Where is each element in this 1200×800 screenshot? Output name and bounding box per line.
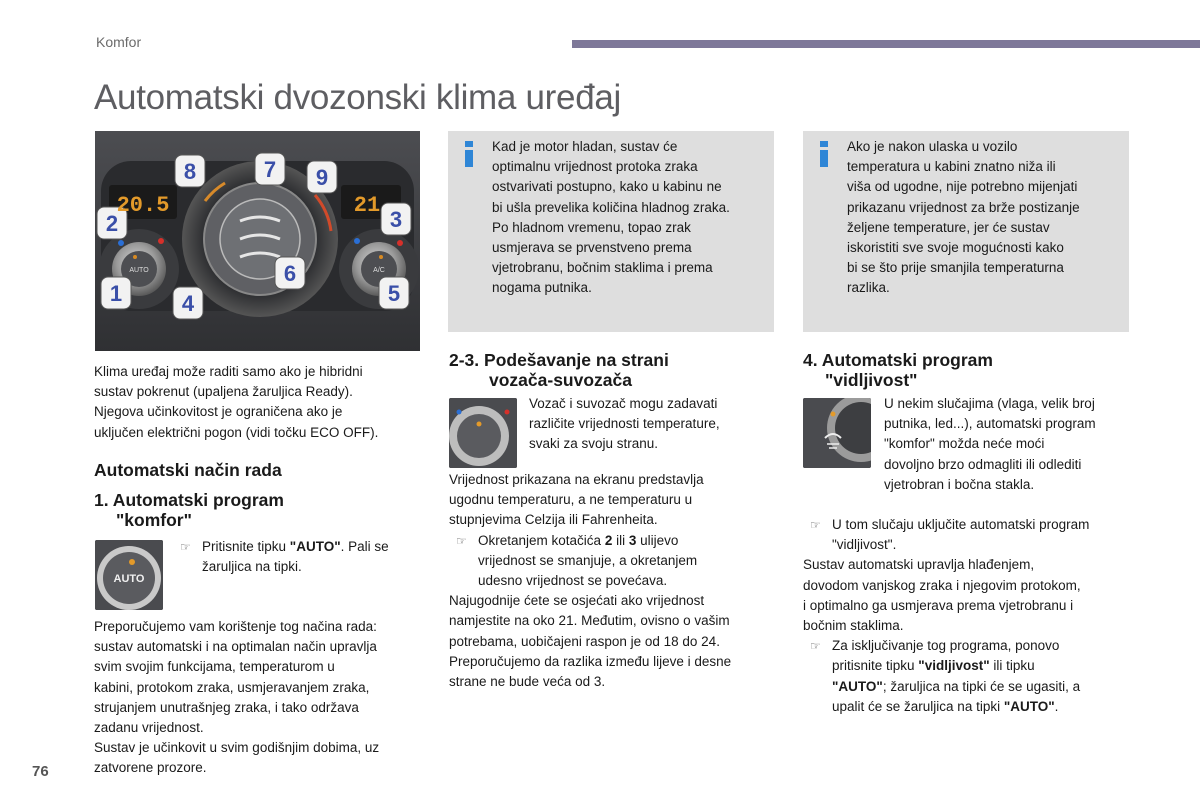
bullet-text: . (1054, 698, 1059, 714)
auto-mode-heading: Automatski način rada (94, 460, 282, 480)
heading-line: 1. Automatski program (94, 490, 284, 510)
auto-button-label: AUTO (129, 267, 149, 274)
body-line: Sustav je učinkovit u svim godišnjim dobima, uz (94, 740, 380, 756)
callout-9 (307, 161, 337, 193)
callout-8 (175, 155, 205, 187)
svg-text:2: 2 (105, 211, 119, 236)
ac-button-label: A/C (373, 267, 385, 274)
info-line: iskoristiti sve svoje mogućnosti kako (847, 240, 1064, 256)
body-line: kabini, protokom zraka, usmjeravanjem zraka, (94, 679, 370, 695)
info-line: razlika. (847, 280, 890, 296)
info-line: optimalnu vrijednost protoka zraka (492, 159, 698, 175)
climate-panel-image (95, 131, 420, 351)
body-line: stupnjevima Celzija ili Fahrenheita. (449, 512, 658, 528)
body-line: zadanu vrijednost. (94, 720, 204, 736)
body-line: i optimalno ga usmjerava prema vjetrobranu i (803, 597, 1074, 613)
side-line: svaki za svoju stranu. (529, 436, 659, 452)
body-line: Preporučujemo vam korištenje tog načina rada: (94, 619, 377, 634)
info-box-temperature (803, 131, 1129, 332)
bullet-bold: 2 (604, 532, 613, 548)
driver-side-text (529, 394, 769, 455)
body-line: Najugodnije ćete se osjećati ako vrijednost (449, 593, 705, 609)
visibility-button-thumb (803, 398, 871, 468)
bullet-text: . Pali se (340, 539, 389, 554)
bullet-line: udesno vrijednost se povećava. (478, 573, 668, 589)
bullet-bold: "AUTO" (832, 678, 883, 694)
info-line: Po hladnom vremenu, topao zrak (492, 219, 691, 235)
section-label: Komfor (96, 34, 142, 50)
svg-text:3: 3 (389, 207, 403, 232)
body-line: bočnim staklima. (803, 618, 904, 634)
bullet-text: ulijevo (636, 532, 679, 548)
side-line: vjetrobran i bočna stakla. (884, 476, 1035, 492)
page-number: 76 (32, 763, 49, 780)
side-line: različite vrijednosti temperature, (529, 416, 720, 432)
intro-line: sustav pokrenut (upaljena žaruljica Ready). (94, 384, 353, 400)
callout-4 (173, 287, 203, 319)
info-line: vjetrobranu, bočnim staklima i prema (492, 260, 713, 276)
info-line: nogama putnika. (492, 280, 592, 296)
svg-text:5: 5 (387, 281, 401, 306)
body-line: svim svojim funkcijama, temperaturom u (94, 659, 335, 675)
bullet-text: ili (612, 532, 629, 548)
bullet-line: vrijednost se smanjuje, a okretanjem (478, 552, 698, 568)
right-temp-display: 21 (353, 193, 381, 218)
bullet-text: Okretanjem kotačića (478, 532, 605, 548)
svg-text:1: 1 (109, 281, 123, 306)
info-line: bi se što prije smanjila temperaturna (847, 260, 1064, 276)
side-line: putnika, led...), automatski program (884, 416, 1096, 432)
info-line: temperatura u kabini znatno niža ili (847, 159, 1056, 175)
heading-line: 4. Automatski program (803, 350, 993, 370)
heading-line: "komfor" (116, 510, 192, 530)
bullet-text: U tom slučaju uključite automatski program (832, 517, 1090, 532)
bullet-bold: "AUTO" (1003, 698, 1055, 714)
heading-line: vozača-suvozača (489, 370, 632, 390)
bullet-text: Pritisnite tipku (202, 539, 290, 554)
intro-line: Njegova učinkovitost je ograničena ako je (94, 404, 343, 420)
info-line: Kad je motor hladan, sustav će (492, 139, 678, 154)
pointer-icon: ☞ (456, 533, 467, 548)
bullet-bold: 3 (628, 532, 637, 548)
info-line: viša od ugodne, nije potrebno mijenjati (847, 179, 1078, 195)
left-temp-display: 20.5 (116, 193, 170, 218)
info-icon (817, 141, 831, 167)
info-line: usmjerava se prvenstveno prema (492, 240, 692, 256)
comfort-body (94, 617, 429, 779)
bullet-bold: "AUTO" (289, 539, 341, 554)
bullet-line: "vidljivost". (832, 537, 897, 553)
bullet-bold: "vidljivost" (918, 658, 990, 674)
callout-5 (379, 277, 409, 309)
callout-3 (381, 203, 411, 235)
column-1 (94, 362, 429, 443)
page-title: Automatski dvozonski klima uređaj (94, 78, 621, 117)
side-line: dovoljno brzo odmagliti ili odlediti (884, 456, 1082, 472)
bullet-text: ili tipku (989, 658, 1035, 674)
bullet-text: ; žaruljica na tipki će se ugasiti, a (882, 678, 1081, 694)
pointer-icon: ☞ (810, 639, 821, 654)
side-line: U nekim slučajima (vlaga, velik broj (884, 396, 1095, 411)
heading-line: "vidljivost" (825, 370, 918, 390)
intro-line: uključen električni pogon (vidi točku ECO OFF). (94, 424, 379, 440)
comfort-program-heading (94, 490, 284, 530)
body-line: potrebama, uobičajeni raspon je od 18 do 24. (449, 633, 720, 649)
callout-6 (275, 257, 305, 289)
driver-passenger-heading (449, 350, 669, 390)
body-line: sustav automatski i na optimalan način upravlja (94, 639, 377, 655)
info-box-cold-engine (448, 131, 774, 332)
auto-bullet (173, 537, 429, 577)
body-line: strujanjem unutrašnjeg zraka, i tako održava (94, 699, 359, 715)
climate-panel-drawing (95, 131, 420, 351)
body-line: zatvorene prozore. (94, 760, 207, 776)
svg-text:7: 7 (263, 157, 277, 182)
pointer-icon: ☞ (810, 518, 821, 532)
bullet-text: Za isključivanje tog programa, ponovo (832, 638, 1060, 654)
visibility-side-text (884, 394, 1184, 495)
auto-thumb-label: AUTO (113, 573, 145, 585)
body-line: Vrijednost prikazana na ekranu predstavlja (449, 472, 704, 487)
body-line: ugodnu temperaturu, a ne temperaturu u (449, 492, 693, 508)
pointer-icon: ☞ (180, 540, 191, 554)
callout-1 (101, 277, 131, 309)
info-line: ostvarivati postupno, kako u kabinu ne (492, 179, 722, 195)
info-icon (462, 141, 476, 167)
intro-line: Klima uređaj može raditi samo ako je hibridni (94, 364, 363, 379)
body-line: dovodom vanjskog zraka i njegovim protokom, (803, 577, 1081, 593)
svg-text:4: 4 (181, 291, 195, 316)
svg-text:9: 9 (315, 165, 329, 190)
body-line: strane ne bude veća od 3. (449, 674, 606, 690)
column-2-body (449, 470, 784, 692)
body-line: Preporučujemo da razlika između lijeve i desne (449, 653, 732, 669)
bullet-line: žaruljica na tipki. (202, 559, 302, 575)
body-line: namjestite na oko 21. Međutim, ovisno o vašim (449, 613, 730, 629)
svg-text:6: 6 (283, 261, 297, 286)
temp-knob-thumb (449, 398, 517, 468)
body-line: Sustav automatski upravlja hlađenjem, (803, 557, 1035, 573)
callout-7 (255, 153, 285, 185)
side-line: "komfor" možda neće moći (884, 436, 1045, 452)
info-line: željene temperature, jer će sustav (847, 219, 1050, 235)
side-line: Vozač i suvozač mogu zadavati (529, 396, 718, 411)
column-3-body (803, 515, 1148, 717)
header-bar (572, 40, 1200, 48)
info-line: prikazanu vrijednost za brže postizanje (847, 199, 1080, 215)
auto-button-thumb (95, 540, 163, 610)
bullet-text: upalit će se žaruljica na tipki (832, 698, 1004, 714)
svg-text:8: 8 (183, 159, 197, 184)
bullet-text: pritisnite tipku (832, 658, 919, 674)
heading-line: 2-3. Podešavanje na strani (449, 350, 669, 370)
visibility-program-heading (803, 350, 993, 390)
info-line: Ako je nakon ulaska u vozilo (847, 139, 1018, 154)
info-line: bi ušla prevelika količina hladnog zraka. (492, 199, 730, 215)
